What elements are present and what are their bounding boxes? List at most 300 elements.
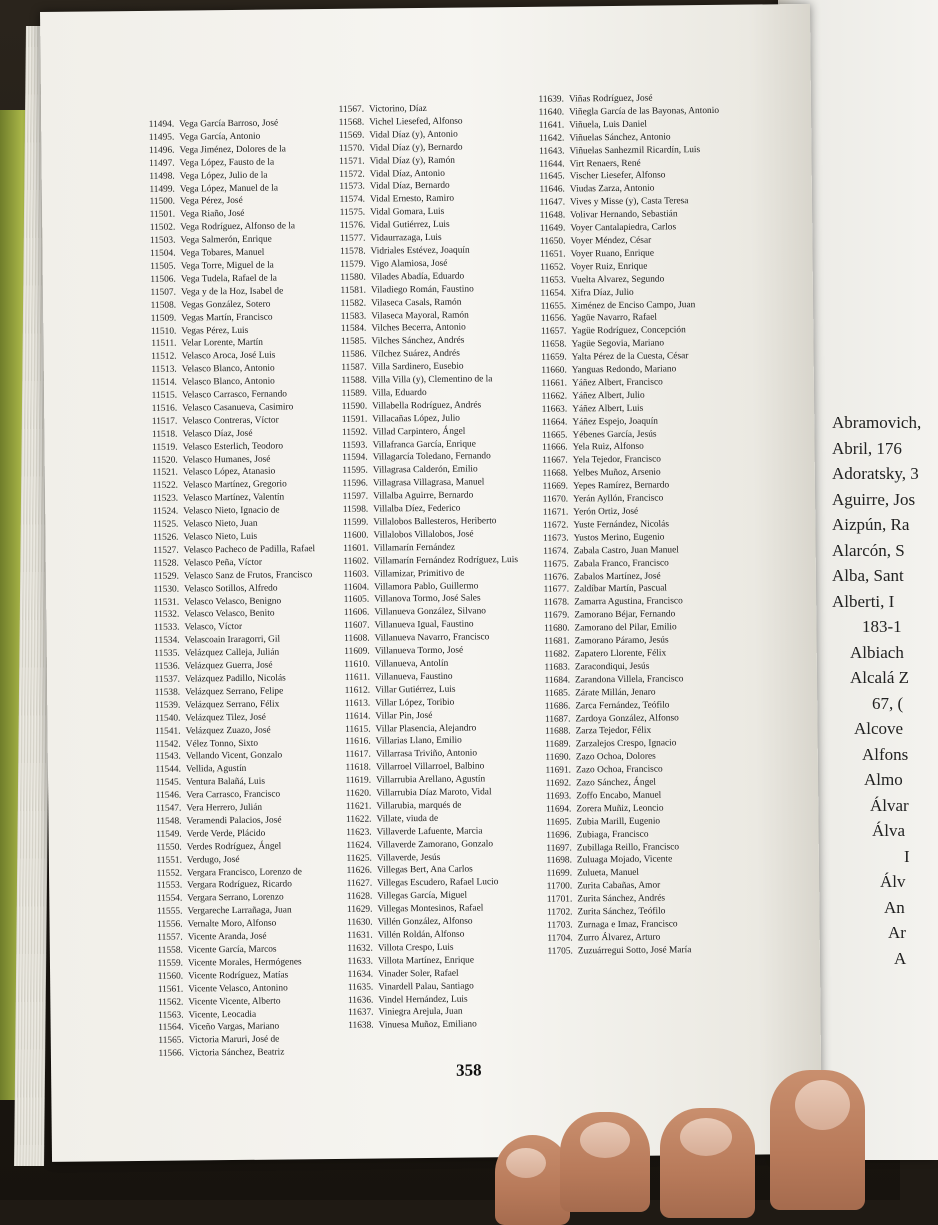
entry-number: 11667.: [542, 455, 568, 467]
entry-name: Viladiego Román, Faustino: [370, 284, 474, 296]
entry-number: 11640.: [538, 107, 565, 118]
entry-name: Zuzuárregui Sotto, José María: [577, 945, 692, 957]
entry-number: 11585.: [340, 336, 367, 348]
name-column-1: [136, 117, 346, 1061]
entry-name: Zazo Ochoa, Francisco: [575, 764, 663, 776]
right-page-line: Abramovich,: [832, 413, 922, 432]
entry-name: Velasco Martínez, Valentín: [183, 492, 285, 504]
entry-name: Zardoya González, Alfonso: [575, 712, 679, 724]
entry-number: 11512.: [151, 351, 177, 363]
entry-number: 11613.: [344, 698, 371, 709]
entry-name: Vindel Hernández, Luis: [378, 994, 468, 1006]
entry-number: 11621.: [345, 801, 372, 812]
entry-number: 11542.: [155, 739, 181, 750]
list-item: [535, 944, 735, 959]
entry-number: 11699.: [546, 868, 573, 880]
entry-number: 11584.: [340, 324, 367, 335]
entry-number: 11625.: [346, 853, 372, 864]
entry-name: Vega Pérez, José: [179, 196, 243, 207]
entry-number: 11650.: [539, 236, 566, 247]
entry-name: Zubillaga Reillo, Francisco: [576, 841, 680, 853]
entry-number: 11590.: [341, 401, 368, 412]
entry-number: 11496.: [148, 145, 175, 156]
entry-name: Villanueva Igual, Faustino: [374, 619, 474, 631]
entry-number: 11503.: [149, 235, 176, 247]
entry-number: 11658.: [541, 339, 567, 350]
entry-name: Zarca Fernández, Teófilo: [575, 700, 670, 712]
entry-name: Zorera Muñiz, Leoncio: [576, 803, 664, 815]
entry-name: Villén González, Alfonso: [377, 916, 473, 928]
right-page-line: A: [894, 948, 907, 968]
entry-number: 11539.: [154, 700, 181, 711]
entry-number: 11671.: [542, 507, 569, 518]
entry-name: Vidaurrazaga, Luis: [370, 232, 442, 244]
entry-number: 11698.: [546, 855, 572, 867]
entry-number: 11645.: [539, 171, 565, 183]
entry-number: 11557.: [157, 932, 183, 943]
entry-number: 11696.: [546, 830, 572, 841]
entry-number: 11647.: [539, 197, 566, 209]
entry-name: Vilches Sánchez, Andrés: [371, 335, 465, 347]
entry-number: 11525.: [152, 519, 179, 530]
entry-name: Villaverde Zamorano, Gonzalo: [376, 838, 494, 851]
right-page-line: Alarcón, S: [832, 540, 905, 560]
entry-name: Yelbes Muñoz, Arsenio: [572, 467, 661, 479]
entry-number: 11568.: [338, 117, 365, 128]
entry-number: 11611.: [344, 672, 371, 683]
entry-number: 11561.: [157, 984, 184, 995]
entry-name: Vega López, Manuel de la: [179, 183, 279, 195]
entry-number: 11532.: [153, 610, 180, 621]
fingernail: [506, 1148, 546, 1178]
entry-number: 11680.: [543, 623, 570, 634]
entry-name: Velasco Díaz, José: [182, 428, 253, 440]
entry-name: Vuelta Alvarez, Segundo: [570, 274, 665, 286]
entry-name: Villarubia, marqués de: [376, 800, 462, 812]
entry-name: Velasco, Víctor: [184, 622, 243, 633]
entry-name: Vigo Alamiosa, José: [370, 258, 448, 270]
entry-name: Villar Plasencia, Alejandro: [375, 722, 477, 735]
entry-name: Vega Rodríguez, Alfonso de la: [180, 221, 296, 233]
entry-number: 11616.: [345, 736, 371, 748]
entry-name: Xifra Díaz, Julio: [570, 287, 634, 299]
fingernail: [680, 1118, 732, 1156]
entry-name: Villagrasa Calderón, Emilio: [372, 464, 478, 476]
right-page-line: Aizpún, Ra: [832, 515, 910, 534]
entry-name: Vilaseca Mayoral, Ramón: [371, 310, 469, 322]
entry-name: Vidal Ernesto, Ramiro: [369, 194, 455, 205]
entry-number: 11687.: [544, 713, 571, 725]
entry-number: 11552.: [156, 868, 183, 879]
entry-name: Yalta Pérez de la Cuesta, César: [571, 351, 689, 363]
entry-number: 11673.: [543, 533, 569, 544]
entry-number: 11494.: [148, 119, 175, 130]
entry-number: 11666.: [542, 442, 568, 454]
entry-number: 11661.: [541, 378, 567, 389]
entry-number: 11595.: [342, 465, 368, 477]
entry-name: Velasco Velasco, Benigno: [184, 596, 282, 608]
entry-name: Viñuelas Sanhezmil Ricardín, Luis: [569, 144, 701, 157]
entry-number: 11702.: [546, 907, 573, 918]
entry-number: 11681.: [544, 636, 570, 647]
entry-number: 11606.: [343, 607, 370, 619]
entry-name: Yagüe Segovia, Mariano: [571, 338, 665, 350]
right-page-line: 183-1: [862, 617, 902, 636]
entry-number: 11693.: [545, 791, 572, 802]
entry-number: 11703.: [547, 920, 573, 931]
entry-number: 11558.: [157, 945, 183, 956]
entry-number: 11499.: [149, 184, 175, 195]
entry-number: 11633.: [347, 956, 374, 967]
entry-number: 11675.: [543, 559, 569, 570]
entry-number: 11523.: [152, 493, 179, 505]
entry-number: 11522.: [152, 480, 179, 492]
entry-name: Zabala Franco, Francisco: [573, 558, 669, 570]
entry-number: 11629.: [346, 904, 373, 916]
right-page-line: Abril, 176: [832, 438, 902, 458]
entry-name: Villa Sardinero, Eusebio: [371, 361, 464, 373]
entry-name: Zurnaga e Imaz, Francisco: [577, 919, 678, 931]
entry-name: Velázquez Calleja, Julián: [184, 647, 280, 659]
entry-number: 11588.: [341, 375, 367, 386]
entry-name: Villarrubia Arellano, Agustín: [376, 774, 486, 786]
entry-name: Yerón Ortiz, José: [573, 506, 639, 518]
right-page-line: Álvar: [870, 795, 909, 815]
entry-number: 11530.: [153, 584, 180, 595]
entry-name: Yerán Ayllón, Francisco: [573, 493, 664, 505]
entry-name: Villegas García, Miguel: [377, 890, 468, 902]
entry-number: 11692.: [545, 778, 572, 789]
entry-name: Zurita Cabañas, Amor: [577, 880, 661, 892]
entry-name: Yébenes García, Jesús: [572, 429, 657, 441]
entry-name: Villamizar, Primitivo de: [373, 568, 465, 580]
entry-name: Vicente Velasco, Antonino: [188, 983, 288, 995]
name-column-2: [326, 102, 536, 1033]
entry-number: 11626.: [346, 866, 373, 877]
entry-number: 11570.: [338, 143, 365, 154]
entry-number: 11538.: [154, 687, 181, 698]
entry-number: 11589.: [341, 388, 368, 399]
entry-name: Velasco Casanueva, Casimiro: [182, 402, 294, 414]
entry-number: 11533.: [153, 622, 180, 634]
entry-number: 11615.: [345, 724, 371, 735]
entry-number: 11579.: [340, 259, 366, 270]
entry-name: Vellida, Agustín: [185, 764, 247, 775]
entry-name: Villacañas López, Julio: [372, 413, 461, 425]
entry-number: 11646.: [539, 184, 565, 196]
entry-number: 11682.: [544, 649, 570, 660]
entry-name: Vinuesa Muñoz, Emiliano: [378, 1019, 477, 1031]
entry-number: 11652.: [540, 262, 566, 273]
entry-name: Villaverde Lafuente, Marcia: [376, 826, 483, 838]
entry-number: 11659.: [541, 352, 567, 363]
entry-name: Villar López, Toribio: [375, 697, 455, 709]
entry-number: 11695.: [546, 817, 572, 828]
entry-name: Villate, viuda de: [376, 813, 439, 825]
right-page-line: Alcove: [854, 719, 904, 738]
entry-name: Viñuelas Sánchez, Antonio: [569, 132, 671, 144]
entry-number: 11576.: [339, 220, 366, 232]
entry-number: 11704.: [547, 933, 573, 944]
entry-name: Yagüe Navarro, Rafael: [571, 312, 658, 324]
entry-number: 11674.: [543, 546, 569, 557]
entry-name: Zoffo Encabo, Manuel: [576, 790, 662, 802]
entry-name: Villanova Tormo, José Sales: [374, 593, 481, 605]
entry-number: 11569.: [338, 130, 365, 141]
right-page-line: Ar: [888, 923, 906, 942]
entry-number: 11627.: [346, 878, 373, 890]
entry-name: Yáñez Espejo, Joaquín: [572, 416, 659, 428]
entry-name: Villota Crespo, Luis: [377, 942, 454, 954]
entry-name: Vidal Gutiérrez, Luis: [370, 219, 450, 231]
entry-name: Velasco Martínez, Gregorio: [182, 479, 287, 491]
entry-number: 11691.: [545, 765, 572, 776]
entry-number: 11577.: [339, 233, 366, 244]
entry-name: Vidal Díaz (y), Bernardo: [369, 142, 463, 154]
right-page-line: Alba, Sant: [832, 566, 904, 585]
entry-name: Vilades Abadía, Eduardo: [370, 271, 465, 283]
entry-number: 11508.: [150, 300, 177, 311]
entry-number: 11610.: [344, 659, 370, 670]
entry-name: Zurita Sánchez, Andrés: [577, 893, 666, 905]
entry-name: Vega Tudela, Rafael de la: [180, 273, 277, 285]
entry-name: Vidal Díaz, Bernardo: [369, 181, 450, 192]
entry-number: 11662.: [541, 391, 568, 402]
entry-number: 11521.: [152, 468, 178, 479]
entry-number: 11608.: [344, 633, 370, 645]
entry-name: Vidal Díaz (y), Antonio: [369, 129, 458, 141]
entry-name: Viudas Zarza, Antonio: [569, 183, 655, 195]
entry-name: Vidal Díaz (y), Ramón: [369, 155, 455, 167]
entry-number: 11676.: [543, 572, 569, 583]
entry-number: 11498.: [149, 171, 175, 182]
entry-name: Villanueva Navarro, Francisco: [374, 632, 490, 644]
entry-name: Velasco Blanco, Antonio: [181, 363, 275, 375]
entry-name: Velasco Nieto, Luis: [183, 531, 258, 543]
entry-number: 11554.: [156, 893, 183, 905]
entry-number: 11643.: [538, 146, 565, 157]
entry-number: 11639.: [538, 94, 564, 105]
entry-number: 11685.: [544, 688, 571, 699]
entry-number: 11670.: [542, 494, 569, 505]
entry-name: Vinader Soler, Rafael: [378, 968, 459, 980]
entry-number: 11548.: [155, 816, 182, 827]
right-page-line: Alberti, I: [832, 591, 895, 611]
entry-name: Vílchez Suárez, Andrés: [371, 348, 460, 360]
entry-number: 11566.: [158, 1048, 184, 1060]
entry-number: 11528.: [153, 558, 179, 569]
entry-number: 11622.: [345, 814, 372, 825]
entry-name: Yepes Ramírez, Bernardo: [572, 480, 670, 492]
entry-name: Yagüe Rodríguez, Concepción: [571, 325, 686, 337]
entry-number: 11688.: [545, 726, 571, 738]
entry-number: 11599.: [342, 517, 369, 528]
entry-name: Vega Riaño, José: [180, 209, 245, 220]
entry-name: Velar Lorente, Martín: [181, 338, 264, 349]
entry-number: 11495.: [148, 132, 175, 143]
entry-name: Viniegra Arejula, Juan: [378, 1007, 463, 1018]
right-page-line: Adoratsky, 3: [832, 464, 919, 483]
entry-number: 11598.: [342, 504, 369, 515]
entry-number: 11515.: [151, 390, 178, 401]
entry-number: 11536.: [154, 661, 180, 672]
entry-name: Voyer Ruano, Enrique: [570, 248, 655, 260]
entry-number: 11636.: [347, 995, 374, 1006]
entry-number: 11649.: [539, 223, 566, 234]
right-page-line: Albiach: [850, 642, 904, 662]
entry-name: Vega García Barroso, José: [179, 118, 279, 130]
entry-name: Villegas Escudero, Rafael Lucio: [377, 877, 499, 889]
entry-number: 11567.: [338, 104, 365, 115]
entry-name: Velasco Sanz de Frutos, Francisco: [183, 569, 313, 582]
entry-name: Vicente Rodríguez, Matías: [188, 970, 289, 982]
entry-name: Zamorano Páramo, Jesús: [574, 635, 669, 647]
entry-name: Verdes Rodríguez, Ángel: [186, 841, 282, 853]
entry-name: Virt Renaers, René: [569, 158, 641, 169]
entry-number: 11657.: [540, 326, 567, 338]
entry-number: 11505.: [150, 261, 176, 272]
entry-number: 11526.: [153, 532, 179, 543]
entry-number: 11679.: [543, 610, 570, 622]
entry-number: 11594.: [342, 453, 368, 464]
entry-number: 11604.: [343, 582, 370, 593]
entry-number: 11586.: [341, 349, 367, 361]
entry-name: Zazo Sánchez, Ángel: [576, 777, 657, 789]
entry-number: 11564.: [158, 1022, 184, 1034]
entry-number: 11700.: [546, 881, 573, 893]
entry-number: 11663.: [541, 404, 568, 415]
entry-name: Villa, Eduardo: [371, 387, 427, 399]
entry-number: 11614.: [344, 711, 371, 722]
entry-number: 11677.: [543, 584, 570, 596]
entry-name: Villabella Rodríguez, Andrés: [372, 400, 482, 412]
entry-number: 11524.: [152, 506, 179, 518]
entry-number: 11638.: [348, 1020, 374, 1032]
page-number: 358: [456, 1060, 482, 1080]
entry-number: 11553.: [156, 881, 183, 892]
entry-number: 11511.: [151, 338, 177, 350]
entry-number: 11575.: [339, 207, 366, 219]
entry-number: 11602.: [343, 556, 369, 567]
entry-name: Yela Ruiz, Alfonso: [572, 442, 644, 453]
right-page-line: 67, (: [872, 693, 904, 713]
entry-name: Villaverde, Jesús: [376, 852, 441, 864]
entry-name: Villamarín Fernández Rodríguez, Luis: [373, 554, 519, 567]
entry-number: 11690.: [545, 752, 571, 763]
entry-name: Villanueva Tormo, José: [374, 645, 464, 657]
name-column-3: [526, 92, 735, 959]
entry-number: 11628.: [346, 891, 373, 903]
entry-name: Zarandona Villela, Francisco: [574, 674, 684, 686]
entry-name: Villanueva González, Silvano: [374, 606, 486, 618]
entry-name: Vicente Aranda, José: [187, 931, 267, 943]
entry-number: 11573.: [339, 182, 365, 193]
entry-number: 11612.: [344, 685, 371, 696]
entry-number: 11683.: [544, 662, 570, 673]
entry-number: 11607.: [343, 620, 370, 632]
entry-number: 11562.: [157, 997, 184, 1008]
entry-name: Villar Pin, José: [375, 710, 433, 722]
entry-name: Ximénez de Enciso Campo, Juan: [571, 299, 696, 311]
entry-name: Villalba Aguirre, Bernardo: [373, 490, 474, 502]
right-page-line: An: [884, 897, 905, 917]
entry-number: 11591.: [341, 414, 368, 425]
entry-name: Vidal Díaz, Antonio: [369, 168, 445, 180]
entry-name: Vinardell Palau, Santiago: [378, 981, 474, 993]
entry-name: Velasco Sotillos, Alfredo: [183, 583, 278, 595]
entry-name: Viñegla García de las Bayonas, Antonio: [569, 105, 720, 118]
right-page-line: Álva: [872, 821, 906, 840]
entry-name: Villagrasa Villagrasa, Manuel: [372, 477, 485, 489]
entry-name: Velázquez Padillo, Nicolás: [184, 673, 286, 685]
entry-number: 11619.: [345, 775, 372, 786]
entry-name: Veramendi Palacios, José: [186, 815, 282, 827]
entry-name: Voyer Ruiz, Enrique: [570, 261, 648, 273]
entry-number: 11665.: [541, 430, 568, 441]
entry-name: Viceño Vargas, Mariano: [188, 1021, 280, 1033]
entry-number: 11565.: [158, 1035, 184, 1047]
entry-name: Velázquez Tilez, José: [185, 712, 266, 724]
right-page-line: Alfons: [862, 744, 909, 764]
entry-name: Yela Tejedor, Francisco: [572, 454, 661, 466]
entry-number: 11618.: [345, 762, 371, 774]
entry-name: Ventura Balañá, Luis: [186, 776, 266, 788]
entry-number: 11656.: [540, 313, 567, 325]
entry-name: Vellando Vicent, Gonzalo: [185, 750, 283, 762]
entry-number: 11697.: [546, 843, 572, 854]
entry-name: Zárate Millán, Jenaro: [575, 687, 656, 699]
entry-name: Villarrubia Díaz Maroto, Vidal: [376, 787, 492, 799]
entry-name: Vilches Becerra, Antonio: [371, 322, 466, 334]
entry-number: 11540.: [154, 713, 181, 724]
entry-name: Villa Villa (y), Clementino de la: [371, 374, 493, 386]
entry-number: 11668.: [542, 468, 568, 480]
entry-name: Zuluaga Mojado, Vicente: [576, 854, 673, 866]
entry-name: Vegas Pérez, Luis: [181, 325, 249, 337]
entry-number: 11545.: [155, 777, 182, 789]
entry-number: 11560.: [157, 971, 184, 982]
entry-name: Zaldíbar Martín, Pascual: [574, 583, 668, 595]
entry-number: 11513.: [151, 364, 177, 376]
entry-name: Vernalte Moro, Alfonso: [187, 918, 277, 930]
entry-name: Vega García, Antonio: [179, 131, 261, 143]
entry-number: 11624.: [346, 840, 372, 851]
entry-name: Velázquez Zuazo, José: [185, 725, 271, 737]
entry-number: 11497.: [149, 158, 175, 169]
entry-number: 11546.: [155, 790, 182, 801]
entry-name: Voyer Méndez, César: [570, 235, 652, 247]
entry-number: 11644.: [539, 159, 565, 170]
entry-name: Zamorano del Pilar, Emilio: [574, 622, 677, 634]
list-item: [146, 1046, 346, 1061]
entry-number: 11651.: [540, 249, 566, 260]
entry-name: Vega López, Julio de la: [179, 170, 268, 182]
entry-name: Viñas Rodríguez, José: [568, 93, 653, 105]
entry-name: Vicente Vicente, Alberto: [188, 996, 281, 1008]
entry-number: 11593.: [342, 440, 368, 451]
entry-number: 11516.: [151, 403, 178, 414]
entry-name: Velasco Contreras, Víctor: [182, 415, 279, 427]
entry-number: 11519.: [152, 442, 178, 453]
entry-name: Volivar Hernando, Sebastián: [570, 209, 678, 221]
entry-name: Yanguas Redondo, Mariano: [571, 364, 677, 376]
entry-number: 11504.: [150, 248, 176, 259]
entry-number: 11609.: [344, 646, 370, 657]
entry-number: 11541.: [155, 726, 181, 737]
entry-name: Vega y de la Hoz, Isabel de: [180, 286, 284, 298]
entry-name: Voyer Cantalapiedra, Carlos: [570, 222, 677, 234]
entry-number: 11555.: [156, 906, 183, 918]
